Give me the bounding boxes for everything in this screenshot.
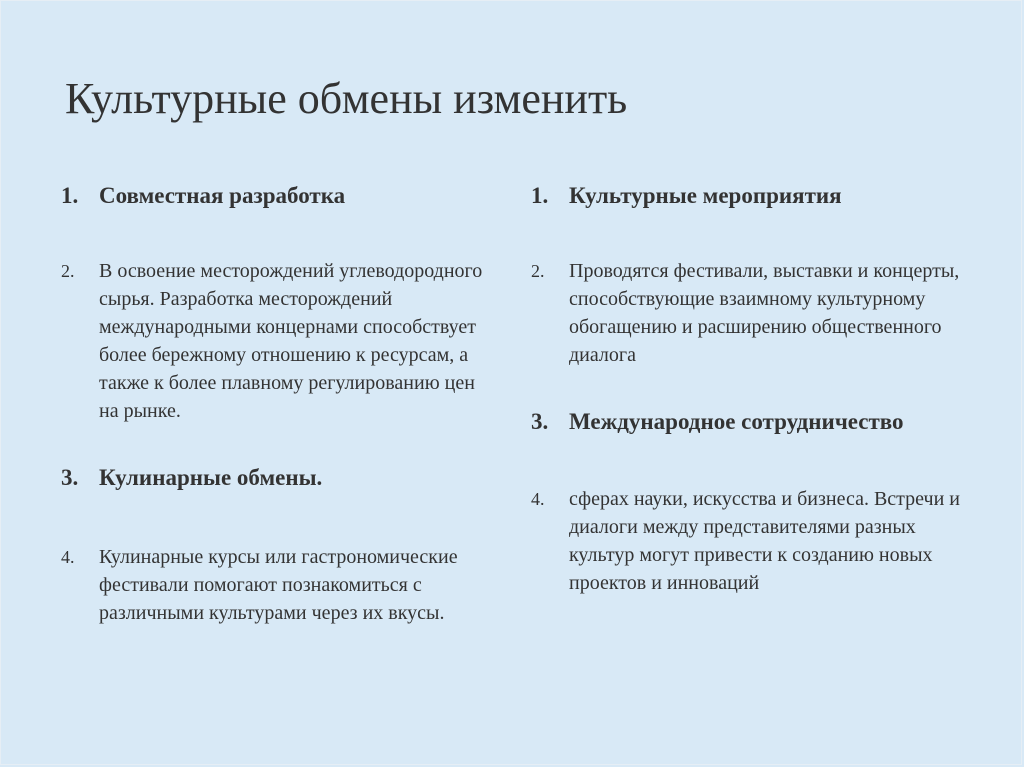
list-item-number: 4. bbox=[531, 489, 545, 509]
list-item-text: сферах науки, искусства и бизнеса. Встречи и диалоги между представителями разных культур могут привести к созданию новых проектов и инноваций bbox=[569, 488, 960, 594]
list-item-text: Проводятся фестивали, выставки и концерты, способствующие взаимному культурному обогащению и расширению общественного диалога bbox=[569, 260, 960, 366]
list-item-number: 4. bbox=[61, 547, 75, 567]
list-item-text: Кулинарные курсы или гастрономические фестивали помогают познакомиться с различными культурами через их вкусы. bbox=[99, 546, 458, 624]
list-item-number: 2. bbox=[531, 261, 545, 281]
list-item-number: 3. bbox=[531, 409, 549, 434]
slide-title: Культурные обмены изменить bbox=[65, 74, 628, 123]
list-item bbox=[61, 181, 501, 211]
list-item bbox=[61, 463, 501, 493]
list-item bbox=[61, 257, 499, 425]
list-item-text: Кулинарные обмены. bbox=[99, 465, 323, 490]
list-item-text: Культурные мероприятия bbox=[569, 183, 842, 208]
left-column-list bbox=[61, 181, 501, 627]
list-item-text: Совместная разработка bbox=[99, 183, 346, 208]
list-item-number: 1. bbox=[61, 183, 79, 208]
list-item-text: Международное сотрудничество bbox=[569, 409, 904, 434]
list-item-number: 2. bbox=[61, 261, 75, 281]
list-item bbox=[531, 485, 969, 597]
list-item-number: 3. bbox=[61, 465, 79, 490]
list-item-number: 1. bbox=[531, 183, 549, 208]
right-column-list bbox=[531, 181, 971, 597]
list-item bbox=[531, 257, 969, 369]
list-item bbox=[61, 543, 499, 627]
list-item bbox=[531, 181, 971, 211]
list-item-text: В освоение месторождений углеводородного сырья. Разработка месторождений международными концернами способствует более бережному отношению к ресурсам, а также к более плавному регулированию цен на рынке. bbox=[99, 260, 483, 422]
list-item bbox=[531, 407, 971, 437]
